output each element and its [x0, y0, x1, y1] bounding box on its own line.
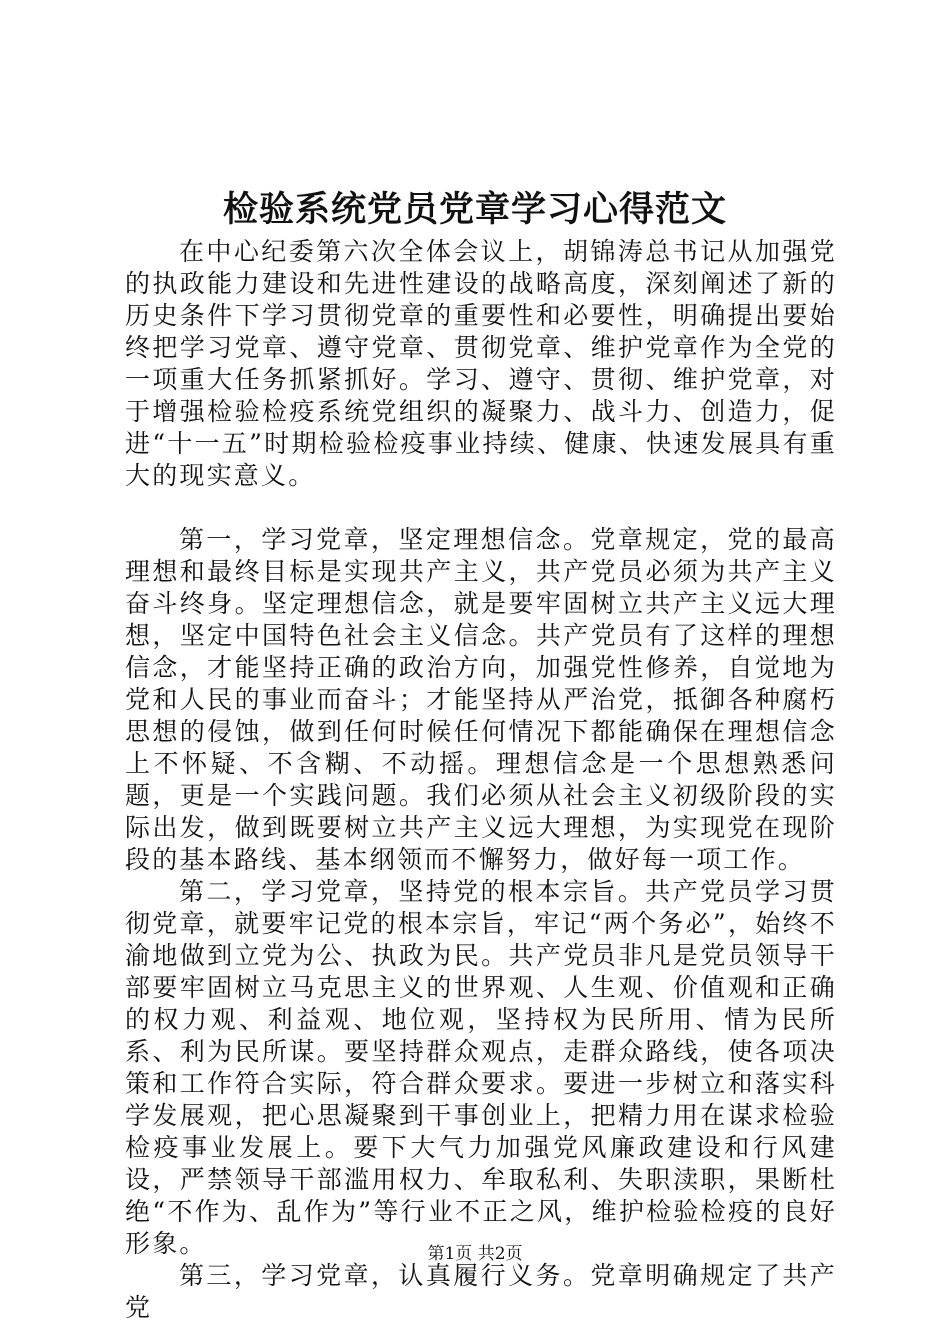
document-body	[125, 236, 837, 1324]
document-title: 检验系统党员党章学习心得范文	[222, 189, 727, 230]
paragraph-second-point: 第二，学习党章，坚持党的根本宗旨。共产党员学习贯彻党章，就要牢记党的根本宗旨，牢记“两个务必”，始终不渝地做到立党为公、执政为民。共产党员非凡是党员领导干部要牢固树立马克思主义的世界观、人生观、价值观和正确的权力观、利益观、地位观，坚持权为民所用、情为民所系、利为民所谋。要坚持群众观点，走群众路线，使各项决策和工作符合实际，符合群众要求。要进一步树立和落实科学发展观，把心思凝聚到干事创业上，把精力用在谋求检验检疫事业发展上。要下大气力加强党风廉政建设和行风建设，严禁领导干部滥用权力、牟取私利、失职渎职，果断杜绝“不作为、乱作为”等行业不正之风，维护检验检疫的良好形象。	[125, 877, 837, 1258]
page-number-footer: 第1页 共2页	[427, 1244, 523, 1264]
paragraph-intro: 在中心纪委第六次全体会议上，胡锦涛总书记从加强党的执政能力建设和先进性建设的战略高度，深刻阐述了新的历史条件下学习贯彻党章的重要性和必要性，明确提出要始终把学习党章、遵守党章、贯彻党章、维护党章作为全党的一项重大任务抓紧抓好。学习、遵守、贯彻、维护党章，对于增强检验检疫系统党组织的凝聚力、战斗力、创造力，促进“十一五”时期检验检疫事业持续、健康、快速发展具有重大的现实意义。	[125, 237, 837, 490]
paragraph-first-point: 第一，学习党章，坚定理想信念。党章规定，党的最高理想和最终目标是实现共产主义，共产党员必须为共产主义奋斗终身。坚定理想信念，就是要牢固树立共产主义远大理想，坚定中国特色社会主义信念。共产党员有了这样的理想信念，才能坚持正确的政治方向，加强党性修养，自觉地为党和人民的事业而奋斗；才能坚持从严治党，抵御各种腐朽思想的侵蚀，做到任何时候任何情况下都能确保在理想信念上不怀疑、不含糊、不动摇。理想信念是一个思想熟悉问题，更是一个实践问题。我们必须从社会主义初级阶段的实际出发，做到既要树立共产主义远大理想，为实现党在现阶段的基本路线、基本纲领而不懈努力，做好每一项工作。	[125, 525, 837, 874]
paragraph-third-point: 第三，学习党章，认真履行义务。党章明确规定了共产党	[125, 1261, 837, 1322]
